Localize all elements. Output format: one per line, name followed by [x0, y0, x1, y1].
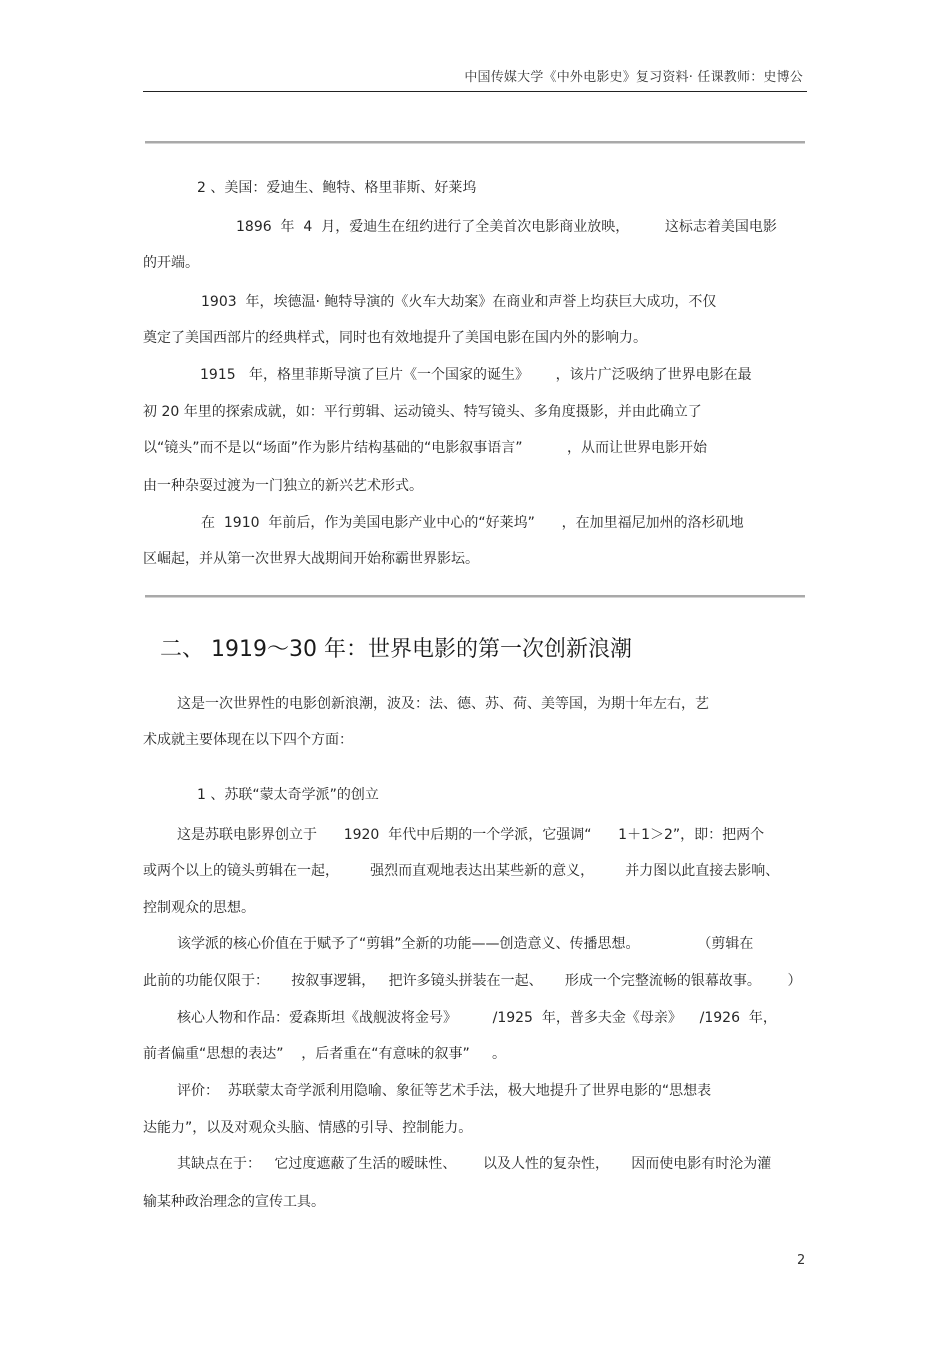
paragraph-line: 1896 年 4 月，爱迪生在纽约进行了全美首次电影商业放映， 这标志着美国电影 [236, 219, 777, 235]
section-title: 二、 1919～30 年：世界电影的第一次创新浪潮 [160, 637, 632, 662]
paragraph-line: 区崛起，并从第一次世界大战期间开始称霸世界影坛。 [143, 551, 479, 567]
paragraph-line: 以“镜头”而不是以“场面”作为影片结构基础的“电影叙事语言” ，从而让世界电影开始 [143, 440, 708, 456]
paragraph-line: 评价： 苏联蒙太奇学派利用隐喻、象征等艺术手法，极大地提升了世界电影的“思想表 [177, 1083, 712, 1099]
paragraph-line: 奠定了美国西部片的经典样式，同时也有效地提升了美国电影在国内外的影响力。 [143, 330, 647, 346]
paragraph-line: 此前的功能仅限于： 按叙事逻辑， 把许多镜头拼装在一起、 形成一个完整流畅的银幕故事。 ） [143, 973, 802, 989]
paragraph-line: 在 1910 年前后，作为美国电影产业中心的“好莱坞” ，在加里福尼加州的洛杉矶地 [201, 515, 744, 531]
section-divider-top [145, 141, 805, 144]
paragraph-line: 初 20 年里的探索成就，如：平行剪辑、运动镜头、特写镜头、多角度摄影，并由此确立了 [143, 404, 702, 420]
paragraph-line: 1903 年，埃德温· 鲍特导演的《火车大劫案》在商业和声誉上均获巨大成功，不仅 [201, 294, 717, 310]
subsection-heading-montage: 1 、苏联“蒙太奇学派”的创立 [197, 787, 379, 803]
paragraph-line: 这是苏联电影界创立于 1920 年代中后期的一个学派，它强调“ 1＋1＞2”，即：把两个 [177, 827, 765, 843]
paragraph-line: 前者偏重“思想的表达” ，后者重在“有意味的叙事” 。 [143, 1046, 507, 1062]
paragraph-line: 其缺点在于： 它过度遮蔽了生活的暧昧性、 以及人性的复杂性， 因而使电影有时沦为灌 [177, 1156, 772, 1172]
paragraph-line: 术成就主要体现在以下四个方面： [143, 732, 353, 748]
header-rule [143, 91, 807, 92]
paragraph-line: 核心人物和作品：爱森斯坦《战舰波将金号》 /1925 年，普多夫金《母亲》 /1926 年， [177, 1010, 777, 1026]
page-number: 2 [797, 1253, 806, 1268]
paragraph-line: 1915 年，格里菲斯导演了巨片《一个国家的诞生》 ，该片广泛吸纳了世界电影在最 [200, 367, 752, 383]
paragraph-line: 输某种政治理念的宣传工具。 [143, 1194, 325, 1210]
paragraph-line: 控制观众的思想。 [143, 900, 255, 916]
paragraph-line: 或两个以上的镜头剪辑在一起， 强烈而直观地表达出某些新的意义， 并力图以此直接去影响、 [143, 863, 780, 879]
section-divider-middle [145, 595, 805, 598]
running-header: 中国传媒大学《中外电影史》复习资料· 任课教师：史博公 [464, 70, 803, 85]
paragraph-line: 这是一次世界性的电影创新浪潮，波及：法、德、苏、荷、美等国，为期十年左右，艺 [177, 696, 709, 712]
paragraph-line: 由一种杂耍过渡为一门独立的新兴艺术形式。 [143, 478, 423, 494]
paragraph-line: 该学派的核心价值在于赋予了“剪辑”全新的功能——创造意义、传播思想。 （剪辑在 [177, 936, 754, 952]
paragraph-line: 达能力”，以及对观众头脑、情感的引导、控制能力。 [143, 1120, 473, 1136]
paragraph-line: 的开端。 [143, 255, 199, 271]
section-heading-us: 2 、美国：爱迪生、鲍特、格里菲斯、好莱坞 [197, 180, 477, 196]
